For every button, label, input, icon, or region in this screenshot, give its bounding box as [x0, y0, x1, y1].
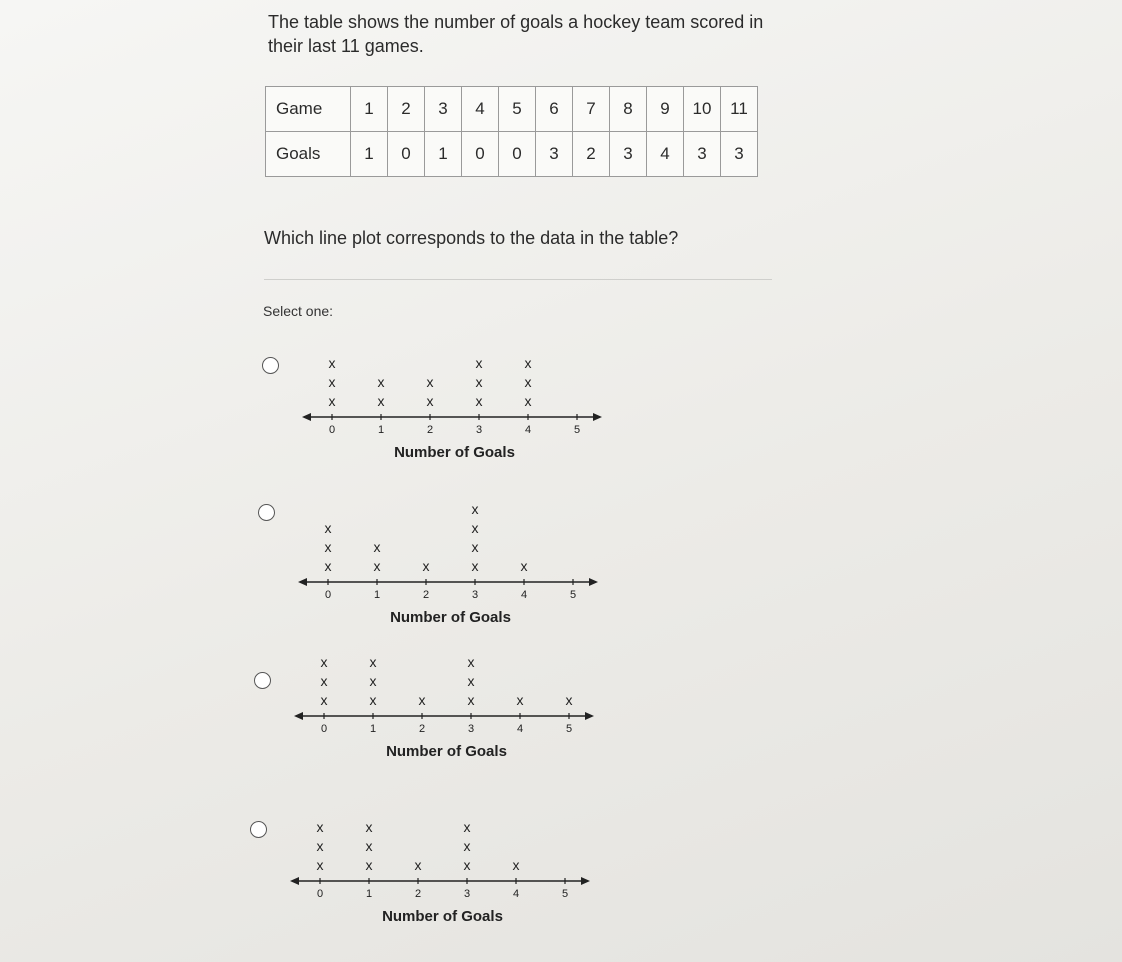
x-mark: x — [316, 857, 324, 873]
game-cell: 9 — [647, 87, 684, 132]
game-cell: 10 — [684, 87, 721, 132]
goals-cell: 2 — [573, 132, 610, 177]
x-mark: x — [524, 393, 532, 409]
tick-label: 3 — [475, 424, 483, 436]
tick-label: 0 — [316, 888, 324, 900]
tick-label: 5 — [565, 723, 573, 735]
x-mark: x — [463, 819, 471, 835]
goals-cell: 3 — [684, 132, 721, 177]
radio-button-b[interactable] — [258, 504, 275, 521]
game-cell: 2 — [388, 87, 425, 132]
game-cell: 1 — [351, 87, 388, 132]
answer-option-c[interactable] — [254, 654, 634, 798]
x-mark: x — [418, 692, 426, 708]
game-cell: 5 — [499, 87, 536, 132]
tick-label: 1 — [369, 723, 377, 735]
line-plot-d-svg — [290, 817, 600, 932]
arrow-left — [298, 578, 307, 586]
x-axis-label: Number of Goals — [386, 743, 507, 760]
x-mark: x — [324, 558, 332, 574]
tick-label: 1 — [373, 589, 381, 601]
x-mark: x — [369, 654, 377, 670]
line-plot-c-svg — [294, 654, 604, 783]
x-mark: x — [320, 692, 328, 708]
tick-label: 4 — [520, 589, 528, 601]
x-mark: x — [320, 654, 328, 670]
prompt-text: Which line plot corresponds to the data in the table? — [264, 228, 679, 248]
x-mark: x — [475, 393, 483, 409]
tick-label: 3 — [463, 888, 471, 900]
tick-label: 0 — [324, 589, 332, 601]
x-mark: x — [324, 520, 332, 536]
goals-cell: 1 — [425, 132, 462, 177]
x-mark: x — [316, 838, 324, 854]
divider — [264, 279, 772, 280]
x-mark: x — [524, 374, 532, 390]
x-mark: x — [471, 539, 479, 555]
x-mark: x — [377, 393, 385, 409]
arrow-right — [581, 877, 590, 885]
x-mark: x — [369, 673, 377, 689]
x-mark: x — [467, 673, 475, 689]
arrow-right — [585, 712, 594, 720]
row-label-game: Game — [266, 87, 351, 132]
line-plot-b — [298, 500, 608, 635]
x-axis-label: Number of Goals — [394, 444, 515, 461]
x-mark: x — [467, 654, 475, 670]
tick-label: 3 — [467, 723, 475, 735]
x-mark: x — [328, 355, 336, 371]
x-mark: x — [475, 374, 483, 390]
answer-option-d[interactable] — [250, 817, 630, 947]
goals-cell: 0 — [499, 132, 536, 177]
tick-label: 0 — [320, 723, 328, 735]
x-mark: x — [467, 692, 475, 708]
tick-label: 5 — [569, 589, 577, 601]
goals-cell: 3 — [721, 132, 758, 177]
tick-label: 1 — [377, 424, 385, 436]
x-mark: x — [373, 539, 381, 555]
tick-label: 2 — [422, 589, 430, 601]
x-mark: x — [316, 819, 324, 835]
arrow-left — [294, 712, 303, 720]
x-mark: x — [365, 838, 373, 854]
x-mark: x — [463, 838, 471, 854]
x-mark: x — [422, 558, 430, 574]
x-mark: x — [471, 501, 479, 517]
x-mark: x — [369, 692, 377, 708]
x-mark: x — [328, 374, 336, 390]
answer-option-b[interactable] — [258, 500, 638, 630]
game-cell: 8 — [610, 87, 647, 132]
x-mark: x — [471, 558, 479, 574]
goals-cell: 3 — [610, 132, 647, 177]
x-axis-label: Number of Goals — [382, 908, 503, 925]
game-cell: 4 — [462, 87, 499, 132]
goals-cell: 3 — [536, 132, 573, 177]
goals-cell: 4 — [647, 132, 684, 177]
x-mark: x — [520, 558, 528, 574]
tick-label: 4 — [516, 723, 524, 735]
x-mark: x — [377, 374, 385, 390]
x-mark: x — [373, 558, 381, 574]
x-mark: x — [463, 857, 471, 873]
tick-label: 2 — [426, 424, 434, 436]
x-mark: x — [516, 692, 524, 708]
game-cell: 3 — [425, 87, 462, 132]
tick-label: 5 — [561, 888, 569, 900]
radio-button-a[interactable] — [262, 357, 279, 374]
x-mark: x — [324, 539, 332, 555]
x-mark: x — [414, 857, 422, 873]
arrow-left — [302, 413, 311, 421]
tick-label: 1 — [365, 888, 373, 900]
answer-option-a[interactable] — [262, 352, 642, 482]
x-mark: x — [565, 692, 573, 708]
goals-cell: 0 — [462, 132, 499, 177]
goals-table — [265, 86, 758, 177]
radio-button-d[interactable] — [250, 821, 267, 838]
tick-label: 0 — [328, 424, 336, 436]
tick-label: 5 — [573, 424, 581, 436]
table-row-game — [266, 87, 758, 132]
x-axis-label: Number of Goals — [390, 609, 511, 626]
row-label-goals: Goals — [266, 132, 351, 177]
select-one-label: Select one: — [263, 303, 334, 319]
goals-cell: 1 — [351, 132, 388, 177]
tick-label: 2 — [414, 888, 422, 900]
line-plot-d — [290, 817, 600, 937]
x-mark: x — [471, 520, 479, 536]
arrow-left — [290, 877, 299, 885]
game-cell: 11 — [721, 87, 758, 132]
table-row-goals — [266, 132, 758, 177]
x-mark: x — [320, 673, 328, 689]
x-mark: x — [365, 857, 373, 873]
x-mark: x — [426, 374, 434, 390]
line-plot-b-svg — [298, 500, 608, 630]
x-mark: x — [365, 819, 373, 835]
arrow-right — [589, 578, 598, 586]
line-plot-a-svg — [302, 352, 612, 467]
x-mark: x — [512, 857, 520, 873]
game-cell: 6 — [536, 87, 573, 132]
radio-button-c[interactable] — [254, 672, 271, 689]
line-plot-c — [294, 654, 604, 788]
x-mark: x — [328, 393, 336, 409]
arrow-right — [593, 413, 602, 421]
tick-label: 4 — [512, 888, 520, 900]
tick-label: 4 — [524, 424, 532, 436]
goals-cell: 0 — [388, 132, 425, 177]
line-plot-a — [302, 352, 612, 472]
tick-label: 2 — [418, 723, 426, 735]
x-mark: x — [524, 355, 532, 371]
question-text: The table shows the number of goals a hockey team scored in their last 11 games. — [268, 12, 764, 56]
x-mark: x — [426, 393, 434, 409]
tick-label: 3 — [471, 589, 479, 601]
x-mark: x — [475, 355, 483, 371]
game-cell: 7 — [573, 87, 610, 132]
